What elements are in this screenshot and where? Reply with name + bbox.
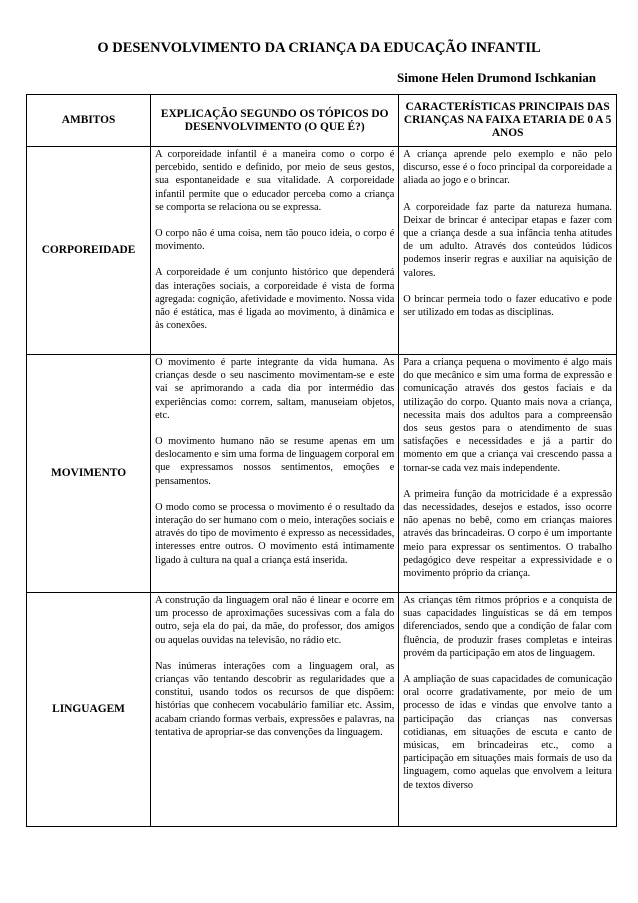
- header-explicacao: EXPLICAÇÃO SEGUNDO OS TÓPICOS DO DESENVOLVIMENTO (O QUE É?): [151, 95, 399, 147]
- explanation-cell: [151, 593, 399, 827]
- paragraph: A ampliação de suas capacidades de comunicação oral ocorre gradativamente, por meio de um processo de idas e vindas que envolve tanto a participação das crianças nas conversas cotidianas, em situações de escuta e canto de músicas, em brincadeiras etc., como a participação em situações mais formais de uso da linguagem, como aquelas que envolvem a leitura de textos diverso: [403, 674, 612, 791]
- header-ambitos: AMBITOS: [27, 95, 151, 147]
- explanation-cell: [151, 355, 399, 593]
- paragraph: O corpo não é uma coisa, nem tão pouco ideia, o corpo é movimento.: [155, 228, 395, 253]
- author-name: Simone Helen Drumond Ischkanian: [396, 70, 596, 85]
- paragraph: A corporeidade infantil é a maneira como o corpo é percebido, sentido e definido, por meio de seus gestos, sua espontaneidade e sua vitalidade. A corporeidade infantil permite que o educador perceba como a criança se comporta se relaciona ou se expressa.: [155, 149, 395, 213]
- table-row: [27, 147, 617, 355]
- paragraph: O movimento é parte integrante da vida humana. As crianças desde o seu nascimento movimentam-se e este vai se aprimorando a cada dia por intermédio das experiências como: correm, saltam, manuseiam objetos, etc.: [155, 357, 395, 421]
- characteristics-cell: [399, 593, 617, 827]
- paragraph: O movimento humano não se resume apenas em um deslocamento e sim uma forma de linguagem corporal em que expressamos nossos sentimentos, emoções e pensamentos.: [155, 436, 395, 487]
- paragraph: Para a criança pequena o movimento é algo mais do que mecânico e sim uma forma de expressão e comunicação através dos gestos faciais e da utilização do corpo. Quanto mais nova a criança, necessita mais dos adultos para a compreensão dos seus gestos para o atendimento de suas satisfações e necessidades e já a partir do momento em que a criança vai crescendo passa a tornar-se cada vez mais independente.: [403, 357, 612, 474]
- page-title: O DESENVOLVIMENTO DA CRIANÇA DA EDUCAÇÃO INFANTIL: [97, 40, 541, 56]
- paragraph: A primeira função da motricidade é a expressão das necessidades, desejos e estados, isso ocorre não apenas no bebê, como em crianças maiores através das brincadeiras. O corpo é um importante meio para expressar os sentimentos. O trabalho pedagógico deve respeitar a expressividade e o movimento próprio da criança.: [403, 488, 612, 580]
- paragraph: A corporeidade é um conjunto histórico que dependerá das interações sociais, a corporeidade é vista de forma agregada: cognição, afetividade e movimento. Nossa vida não é estática, mas é ligada ao movimento, à dinâmica e às conexões.: [155, 267, 395, 332]
- row-label-movimento: MOVIMENTO: [27, 355, 151, 593]
- header-caracteristicas: CARACTERÍSTICAS PRINCIPAIS DAS CRIANÇAS NA FAIXA ETARIA DE 0 A 5 ANOS: [399, 95, 617, 147]
- characteristics-cell: [399, 147, 617, 355]
- table-row: [27, 593, 617, 827]
- row-label-linguagem: LINGUAGEM: [27, 593, 151, 827]
- paragraph: A corporeidade faz parte da natureza humana. Deixar de brincar é antecipar etapas e fazer com que a criança desde a sua infância tenha atitudes de um adulto. Através dos conteúdos lúdicos podemos inserir regras e auxiliar na aquisição de valores.: [403, 201, 612, 279]
- paragraph: Nas inúmeras interações com a linguagem oral, as crianças vão tentando descobrir as regularidades que a constitui, usando todos os recursos de que dispõem: histórias que conhecem vocabulário familiar etc. Assim, acabam criando formas verbais, expressões e palavras, na tentativa de apropriar-se das convenções da linguagem.: [155, 660, 395, 738]
- paragraph: A criança aprende pelo exemplo e não pelo discurso, esse é o foco principal da corporeidade a aliada ao jogo e o brincar.: [403, 149, 612, 187]
- paragraph: A construção da linguagem oral não é linear e ocorre em um processo de aproximações sucessivas com a fala do outro, seja ela do pai, da mãe, do professor, dos amigos ou aquelas ouvidas na televisão, no rádio etc.: [155, 595, 395, 646]
- characteristics-cell: [399, 355, 617, 593]
- paragraph: As crianças têm ritmos próprios e a conquista de suas capacidades linguísticas se dá em tempos diferenciados, sendo que a condição de falar com fluência, de produzir frases completas e inteiras provém da participação em atos de linguagem.: [403, 595, 612, 659]
- table-row: [27, 355, 617, 593]
- table-header-row: [27, 95, 617, 147]
- explanation-cell: [151, 147, 399, 355]
- paragraph: O modo como se processa o movimento é o resultado da interação do ser humano com o meio, interações sociais e através do tipo de movimento é expresso as necessidades, interesses entre outros. O movimento está intimamente ligado à cultura na qual a criança está inserida.: [155, 501, 395, 566]
- row-label-corporeidade: CORPOREIDADE: [27, 147, 151, 355]
- development-table: [26, 94, 617, 827]
- paragraph: O brincar permeia todo o fazer educativo e pode ser utilizado em todas as disciplinas.: [403, 293, 612, 319]
